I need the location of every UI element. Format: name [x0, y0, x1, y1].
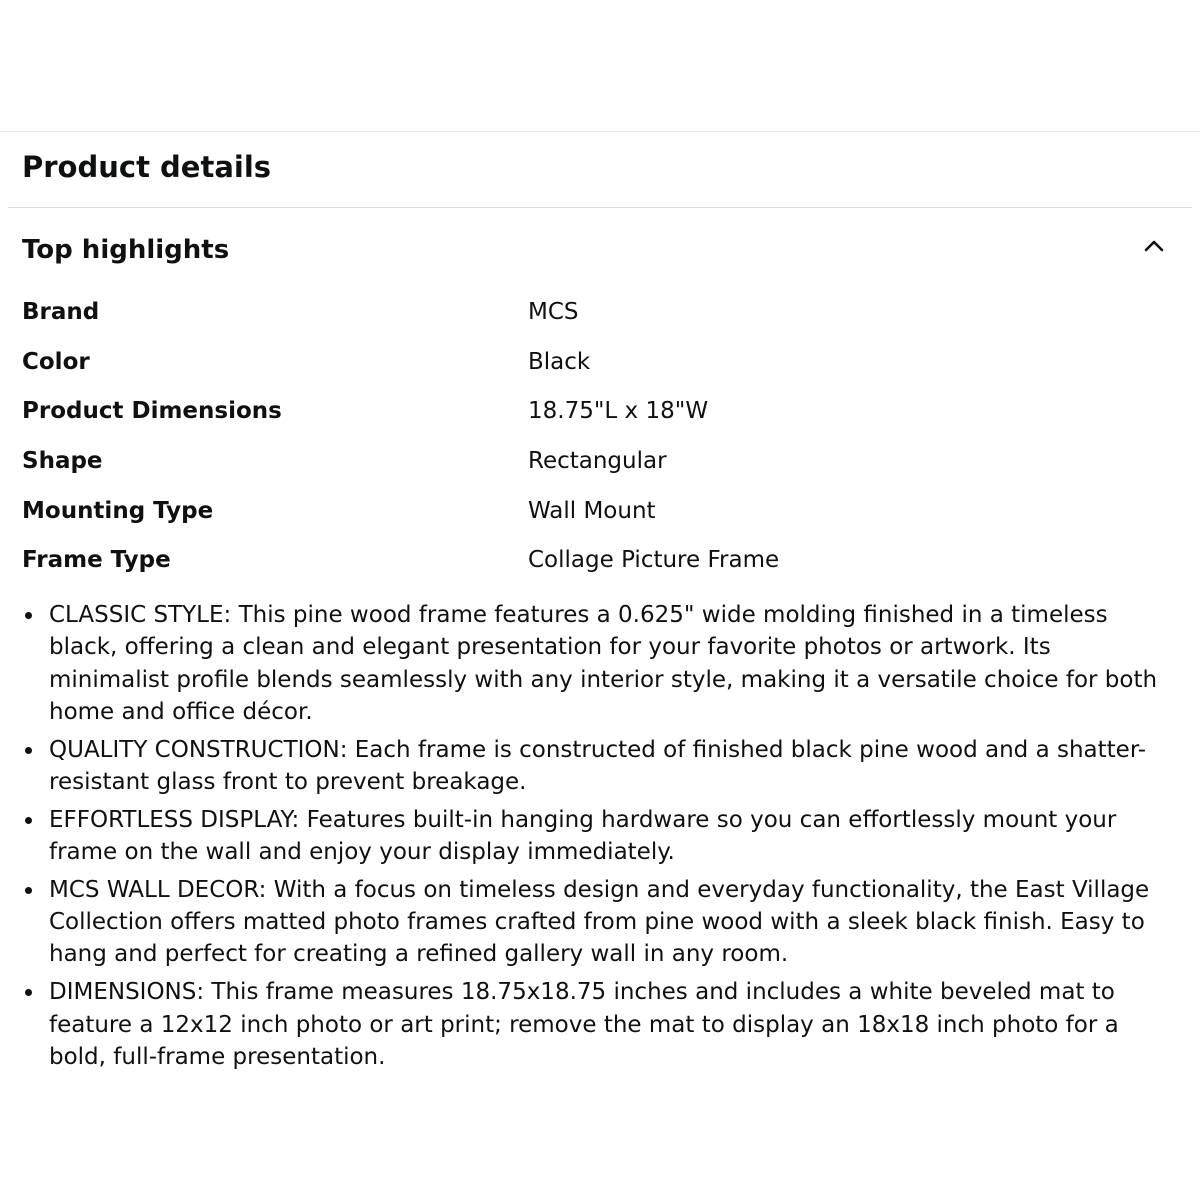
spec-row-mounting-type — [22, 486, 1182, 536]
spec-label: Brand — [22, 299, 100, 325]
feature-bullet-text: MCS WALL DECOR: With a focus on timeless design and everyday functionality, the East Village Collection offers matted photo frames crafted from pine wood with a sleek black finish. Easy to hang and perfect for creating a refined gallery wall in any room. — [49, 876, 1150, 968]
spec-label: Product Dimensions — [22, 398, 282, 425]
top-divider — [0, 131, 1200, 132]
spec-label: Mounting Type — [22, 497, 214, 524]
spec-row-product-dimensions — [22, 386, 1182, 436]
bullet-dot-icon — [25, 887, 32, 894]
feature-bullet-text: EFFORTLESS DISPLAY: Features built-in hanging hardware so you can effortlessly mount your frame on the wall and enjoy your display immediately. — [49, 806, 1117, 866]
spec-value: Wall Mount — [528, 497, 656, 524]
feature-bullet-text: DIMENSIONS: This frame measures 18.75x18.75 inches and includes a white beveled mat to feature a 12x12 inch photo or art print; remove the mat to display an 18x18 inch photo for a bold, full-frame presentation. — [49, 979, 1119, 1070]
spec-label: Frame Type — [22, 547, 171, 574]
highlights-spec-table — [22, 287, 1182, 585]
spec-row-color — [22, 337, 1182, 387]
spec-value: Collage Picture Frame — [528, 547, 780, 574]
feature-bullet-list — [22, 599, 1172, 1079]
bullet-dot-icon — [25, 612, 32, 619]
spec-value: Rectangular — [528, 448, 667, 475]
feature-bullet — [22, 599, 1172, 728]
spec-label: Color — [22, 348, 90, 375]
feature-bullet-text: QUALITY CONSTRUCTION: Each frame is constructed of finished black pine wood and a shatter-resistant glass front to prevent breakage. — [49, 736, 1147, 795]
top-highlights-title: Top highlights — [22, 235, 230, 265]
spec-value: MCS — [528, 299, 579, 325]
feature-bullet — [22, 874, 1172, 971]
top-highlights-expander[interactable] — [0, 220, 1200, 280]
feature-bullet-text: CLASSIC STYLE: This pine wood frame features a 0.625" wide molding finished in a timeless black, offering a clean and elegant presentation for your favorite photos or artwork. Its minimalist profile blends seamlessly with any interior style, making it a versatile choice for both home and office décor. — [49, 602, 1158, 725]
spec-row-brand — [22, 287, 1182, 337]
chevron-up-icon[interactable] — [1142, 234, 1166, 258]
section-title-product-details: Product details — [22, 150, 272, 184]
spec-value: 18.75"L x 18"W — [528, 398, 709, 425]
feature-bullet — [22, 976, 1172, 1073]
feature-bullet — [22, 804, 1172, 869]
bullet-dot-icon — [25, 817, 32, 824]
bullet-dot-icon — [25, 989, 32, 996]
spec-row-frame-type — [22, 535, 1182, 585]
spec-label: Shape — [22, 448, 103, 475]
spec-value: Black — [528, 348, 591, 375]
section-divider — [8, 207, 1192, 208]
feature-bullet — [22, 734, 1172, 799]
spec-row-shape — [22, 436, 1182, 486]
bullet-dot-icon — [25, 747, 32, 754]
